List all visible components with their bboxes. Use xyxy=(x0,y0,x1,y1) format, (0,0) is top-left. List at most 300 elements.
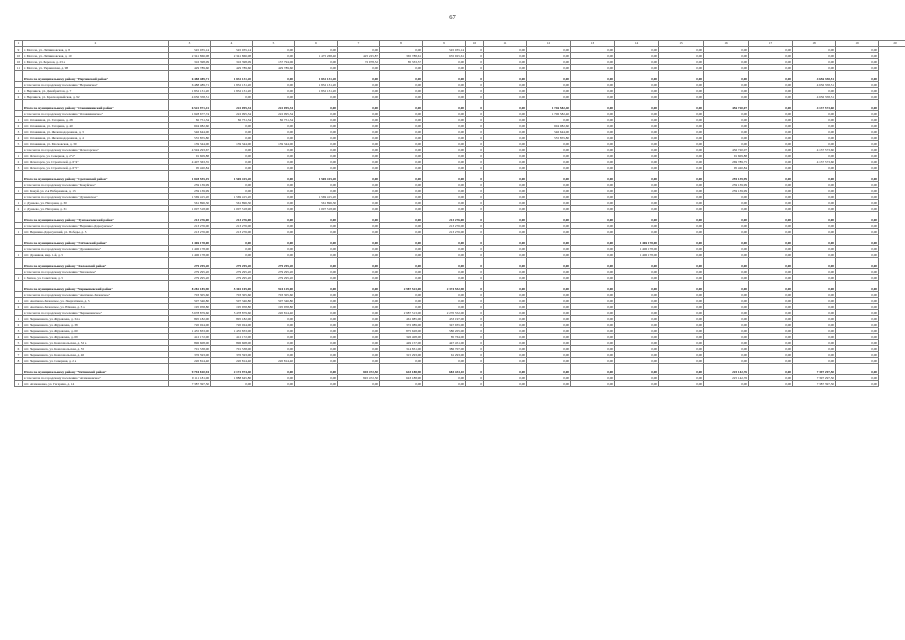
amount-cell: 0 xyxy=(466,135,484,141)
amount-cell: 0,00 xyxy=(338,123,380,129)
amount-cell: 0,00 xyxy=(571,165,615,171)
amount-cell: 0,00 xyxy=(749,346,793,352)
row-index: 1 xyxy=(15,316,23,322)
amount-cell: 0,00 xyxy=(295,129,338,135)
amount-cell: 703 305,60 xyxy=(253,292,295,298)
amount-cell: 0,00 xyxy=(527,381,571,387)
amount-cell: 0,00 xyxy=(527,358,571,364)
row-index: 3 xyxy=(15,328,23,334)
amount-cell: 72 978,52 xyxy=(338,59,380,65)
amount-cell: 0,00 xyxy=(295,364,338,375)
amount-cell: 0,00 xyxy=(704,258,749,269)
amount-cell: 0,00 xyxy=(749,153,793,159)
amount-cell: 0,00 xyxy=(615,334,659,340)
column-number-header: 11 xyxy=(484,41,527,47)
amount-cell: 561 896,30 xyxy=(295,200,338,206)
amount-cell: 0,00 xyxy=(253,94,295,100)
amount-cell: 0,00 xyxy=(836,159,879,165)
amount-cell: 643 188,90 xyxy=(380,364,423,375)
amount-cell: 703 305,60 xyxy=(169,292,211,298)
amount-cell: 0,00 xyxy=(338,141,380,147)
amount-cell: 0,00 xyxy=(380,123,423,129)
amount-cell: 0,00 xyxy=(380,47,423,53)
amount-cell: 0,00 xyxy=(793,334,836,340)
amount-cell: 0,00 xyxy=(295,269,338,275)
amount-cell: 0,00 xyxy=(295,159,338,165)
column-number-header: 4 xyxy=(211,41,253,47)
row-label: пгт. Чернышевск, ул. Журавлева, д. 34 а xyxy=(23,316,169,322)
amount-cell: 0,00 xyxy=(295,304,338,310)
amount-cell: 0 xyxy=(466,328,484,334)
amount-cell: 1 828 555,19 xyxy=(169,171,211,182)
amount-cell: 4 656 358,51 xyxy=(169,94,211,100)
amount-cell: 0,00 xyxy=(484,182,527,188)
amount-cell: 0,00 xyxy=(484,53,527,59)
amount-cell: 0,00 xyxy=(836,188,879,194)
amount-cell: 0,00 xyxy=(484,159,527,165)
amount-cell: 1 832 131,20 xyxy=(211,71,253,82)
budget-table-container xyxy=(14,40,897,387)
amount-cell: 0,00 xyxy=(749,292,793,298)
amount-cell: 0,00 xyxy=(253,375,295,381)
amount-cell: 0,00 xyxy=(484,141,527,147)
amount-cell: 0,00 xyxy=(749,235,793,246)
amount-cell: 0,00 xyxy=(253,147,295,153)
amount-cell: 0,00 xyxy=(423,269,466,275)
amount-cell: 0,00 xyxy=(704,322,749,328)
amount-cell: 0,00 xyxy=(615,123,659,129)
amount-cell: 0 xyxy=(466,182,484,188)
amount-cell: 0,00 xyxy=(793,258,836,269)
amount-cell: 0,00 xyxy=(527,188,571,194)
amount-cell: 0,00 xyxy=(749,358,793,364)
row-label: пгт. Дровяная, мкр. 1-й, д. 5 xyxy=(23,252,169,258)
amount-cell: 279 295,20 xyxy=(253,275,295,281)
amount-cell: 0,00 xyxy=(571,59,615,65)
amount-cell: 0,00 xyxy=(484,298,527,304)
amount-cell: 0,00 xyxy=(484,358,527,364)
amount-cell: 0,00 xyxy=(338,316,380,322)
column-number-header: 8 xyxy=(380,41,423,47)
amount-cell: 279 295,20 xyxy=(253,258,295,269)
amount-cell: 0,00 xyxy=(571,88,615,94)
amount-cell: 7 387 397,50 xyxy=(169,381,211,387)
amount-cell: 0,00 xyxy=(704,206,749,212)
amount-cell: 0,00 xyxy=(659,59,704,65)
amount-cell: 0,00 xyxy=(423,182,466,188)
amount-cell: 326 408,00 xyxy=(380,334,423,340)
amount-cell: 896 608,00 xyxy=(169,340,211,346)
amount-cell: 0,00 xyxy=(749,381,793,387)
amount-cell: 0,00 xyxy=(659,316,704,322)
amount-cell: 0,00 xyxy=(749,322,793,328)
row-label: Итого по муниципальному району "Оловяннинский район" xyxy=(23,100,169,111)
amount-cell: 0,00 xyxy=(380,147,423,153)
row-label: г. Могоча, ул. Березов, д. 23 а xyxy=(23,59,169,65)
amount-cell: 5 302 105,00 xyxy=(211,281,253,292)
amount-cell: 0,00 xyxy=(615,165,659,171)
amount-cell: 0,00 xyxy=(615,147,659,153)
amount-cell: 0,00 xyxy=(749,340,793,346)
amount-cell: 0,00 xyxy=(836,364,879,375)
amount-cell: 0,00 xyxy=(836,94,879,100)
amount-cell: 0,00 xyxy=(380,246,423,252)
amount-cell: 4 594 293,67 xyxy=(169,147,211,153)
column-number-header: 7 xyxy=(338,41,380,47)
amount-cell: 0,00 xyxy=(571,352,615,358)
amount-cell: 0,00 xyxy=(615,328,659,334)
amount-cell: 0,00 xyxy=(423,304,466,310)
amount-cell: 95 420,84 xyxy=(169,165,211,171)
row-index: 11 xyxy=(15,65,23,71)
amount-cell: 0,00 xyxy=(253,328,295,334)
amount-cell: 0,00 xyxy=(527,171,571,182)
amount-cell: 0,00 xyxy=(749,65,793,71)
amount-cell: 0 xyxy=(466,229,484,235)
amount-cell: 0,00 xyxy=(484,252,527,258)
amount-cell: 0,00 xyxy=(615,206,659,212)
amount-cell: 0,00 xyxy=(749,117,793,123)
amount-cell: 0,00 xyxy=(836,229,879,235)
amount-cell: 0,00 xyxy=(571,310,615,316)
amount-cell: 0,00 xyxy=(659,364,704,375)
amount-cell: 2 341 866,08 xyxy=(169,53,211,59)
row-index: 1 xyxy=(15,381,23,387)
amount-cell: 0,00 xyxy=(749,82,793,88)
amount-cell: 0,00 xyxy=(484,235,527,246)
amount-cell: 225 142,76 xyxy=(704,364,749,375)
amount-cell: 0,00 xyxy=(484,200,527,206)
amount-cell: 0,00 xyxy=(793,328,836,334)
amount-cell: 222 095,34 xyxy=(253,100,295,111)
amount-cell: 0,00 xyxy=(836,310,879,316)
amount-cell: 0,00 xyxy=(836,200,879,206)
column-number-header: 9 xyxy=(423,41,466,47)
amount-cell: 0,00 xyxy=(380,71,423,82)
amount-cell: 0,00 xyxy=(749,94,793,100)
amount-cell: 0,00 xyxy=(836,304,879,310)
amount-cell: 0,00 xyxy=(484,88,527,94)
amount-cell: 0,00 xyxy=(615,310,659,316)
amount-cell: 4 407 363,35 xyxy=(169,159,211,165)
amount-cell: 429 789,60 xyxy=(169,65,211,71)
amount-cell: 0,00 xyxy=(380,159,423,165)
amount-cell: 1 406 178,00 xyxy=(169,235,211,246)
amount-cell: 0,00 xyxy=(295,223,338,229)
amount-cell: 0,00 xyxy=(749,71,793,82)
amount-cell: 0,00 xyxy=(615,65,659,71)
row-label: пгт. Чернышевск, ул. Журавлева, д. 60 xyxy=(23,328,169,334)
amount-cell: 1 007 518,90 xyxy=(169,206,211,212)
amount-cell: 0,00 xyxy=(253,246,295,252)
amount-cell: 0 xyxy=(466,123,484,129)
amount-cell: 0 xyxy=(466,322,484,328)
amount-cell: 0,00 xyxy=(253,212,295,223)
amount-cell: 0,00 xyxy=(253,229,295,235)
amount-cell: 0 xyxy=(466,246,484,252)
amount-cell: 0,00 xyxy=(749,375,793,381)
amount-cell: 0,00 xyxy=(295,212,338,223)
amount-cell: 314 831,00 xyxy=(380,346,423,352)
row-label: в том числе по городскому поселению "Дунаевское" xyxy=(23,194,169,200)
amount-cell: 0,00 xyxy=(659,200,704,206)
column-number-header: 18 xyxy=(793,41,836,47)
amount-cell: 0,00 xyxy=(380,358,423,364)
amount-cell: 0,00 xyxy=(211,252,253,258)
amount-cell: 604 082,60 xyxy=(527,123,571,129)
amount-cell: 0,00 xyxy=(295,375,338,381)
amount-cell: 461 985,00 xyxy=(380,316,423,322)
amount-cell: 429 789,60 xyxy=(253,65,295,71)
amount-cell: 6 488 489,71 xyxy=(169,82,211,88)
row-label: пгт. Оловянная, ул. Московская, д. 30 xyxy=(23,141,169,147)
amount-cell: 0,00 xyxy=(615,94,659,100)
column-number-header: 2 xyxy=(23,41,169,47)
amount-cell: 259 139,99 xyxy=(169,188,211,194)
amount-cell: 0,00 xyxy=(704,304,749,310)
amount-cell: 1 832 131,20 xyxy=(211,82,253,88)
row-label: пгт. Чернышевск, ул. Журавлева, д. 38 xyxy=(23,322,169,328)
amount-cell: 1 832 131,20 xyxy=(295,88,338,94)
amount-cell: 0,00 xyxy=(659,352,704,358)
amount-cell: 0,00 xyxy=(338,298,380,304)
amount-cell: 0,00 xyxy=(211,94,253,100)
column-number-header: 5 xyxy=(253,41,295,47)
amount-cell: 0,00 xyxy=(253,188,295,194)
amount-cell: 0,00 xyxy=(836,65,879,71)
amount-cell: 0,00 xyxy=(423,358,466,364)
amount-cell: 347 935,00 xyxy=(423,322,466,328)
amount-cell: 0,00 xyxy=(836,100,879,111)
amount-cell: 0,00 xyxy=(380,212,423,223)
amount-cell: 0,00 xyxy=(836,117,879,123)
amount-cell: 0,00 xyxy=(527,304,571,310)
amount-cell: 0,00 xyxy=(793,298,836,304)
amount-cell: 845 472,50 xyxy=(338,375,380,381)
amount-cell: 0,00 xyxy=(338,212,380,223)
amount-cell: 0,00 xyxy=(484,194,527,200)
amount-cell: 0,00 xyxy=(659,229,704,235)
amount-cell: 0,00 xyxy=(793,223,836,229)
amount-cell: 9 794 810,94 xyxy=(169,364,211,375)
amount-cell: 0,00 xyxy=(793,275,836,281)
amount-cell: 279 295,20 xyxy=(211,269,253,275)
amount-cell: 0,00 xyxy=(571,159,615,165)
amount-cell: 0 xyxy=(466,111,484,117)
amount-cell: 0,00 xyxy=(615,88,659,94)
amount-cell: 0 xyxy=(466,47,484,53)
amount-cell: 0 xyxy=(466,212,484,223)
amount-cell: 0,00 xyxy=(571,117,615,123)
amount-cell: 0,00 xyxy=(484,71,527,82)
row-label: в том числе по городскому поселению "Вершино-Дарасунское" xyxy=(23,223,169,229)
amount-cell: 0,00 xyxy=(749,200,793,206)
row-index: 2 xyxy=(15,206,23,212)
amount-cell: 0,00 xyxy=(338,47,380,53)
amount-cell: 0,00 xyxy=(704,235,749,246)
amount-cell: 0,00 xyxy=(253,252,295,258)
amount-cell: 0,00 xyxy=(571,123,615,129)
amount-cell: 0,00 xyxy=(338,194,380,200)
amount-cell: 0,00 xyxy=(659,123,704,129)
amount-cell: 0,00 xyxy=(527,200,571,206)
table-body xyxy=(15,41,905,387)
amount-cell: 0,00 xyxy=(749,269,793,275)
row-label: в том числе по городскому поселению "Хилокское" xyxy=(23,269,169,275)
amount-cell: 316 398,09 xyxy=(169,59,211,65)
amount-cell: 0,00 xyxy=(793,88,836,94)
amount-cell: 0,00 xyxy=(380,182,423,188)
amount-cell: 0,00 xyxy=(423,71,466,82)
row-index: 2 xyxy=(15,322,23,328)
amount-cell: 0,00 xyxy=(338,322,380,328)
amount-cell: 0,00 xyxy=(793,111,836,117)
amount-cell: 0,00 xyxy=(571,153,615,159)
amount-cell: 91 609,88 xyxy=(169,153,211,159)
amount-cell: 0,00 xyxy=(793,153,836,159)
amount-cell: 0,00 xyxy=(704,316,749,322)
amount-cell: 0,00 xyxy=(615,171,659,182)
amount-cell: 0 xyxy=(466,194,484,200)
amount-cell: 0,00 xyxy=(704,252,749,258)
amount-cell: 0,00 xyxy=(659,100,704,111)
amount-cell: 0,00 xyxy=(615,188,659,194)
amount-cell: 0 xyxy=(466,100,484,111)
amount-cell: 0 xyxy=(466,346,484,352)
amount-cell: 0,00 xyxy=(704,310,749,316)
amount-cell: 0,00 xyxy=(338,223,380,229)
amount-cell: 0,00 xyxy=(704,246,749,252)
amount-cell: 259 139,99 xyxy=(704,182,749,188)
amount-cell: 2 987 513,00 xyxy=(380,310,423,316)
amount-cell: 0,00 xyxy=(836,182,879,188)
amount-cell: 555 855,80 xyxy=(169,135,211,141)
amount-cell: 0,00 xyxy=(484,129,527,135)
amount-cell: 0,00 xyxy=(836,258,879,269)
amount-cell: 4 137 573,60 xyxy=(793,159,836,165)
amount-cell: 0,00 xyxy=(253,165,295,171)
column-number-header: 12 xyxy=(527,41,571,47)
amount-cell: 279 295,20 xyxy=(211,275,253,281)
amount-cell: 0,00 xyxy=(338,94,380,100)
amount-cell: 0,00 xyxy=(423,171,466,182)
row-index: 5 xyxy=(15,141,23,147)
amount-cell: 0,00 xyxy=(295,182,338,188)
amount-cell: 0,00 xyxy=(380,229,423,235)
amount-cell: 0,00 xyxy=(793,358,836,364)
amount-cell: 0,00 xyxy=(793,269,836,275)
amount-cell: 0,00 xyxy=(836,246,879,252)
amount-cell: 0,00 xyxy=(793,188,836,194)
amount-cell: 0,00 xyxy=(836,111,879,117)
amount-cell: 0,00 xyxy=(253,322,295,328)
amount-cell: 82 751,34 xyxy=(169,117,211,123)
amount-cell: 0 xyxy=(466,258,484,269)
district-total-row xyxy=(15,212,905,223)
amount-cell: 0,00 xyxy=(527,159,571,165)
row-index: 1 xyxy=(15,200,23,206)
amount-cell: 0,00 xyxy=(793,47,836,53)
amount-cell: 0,00 xyxy=(749,334,793,340)
row-label: г. Могоча, ул. Литвиновская, д. 8 xyxy=(23,47,169,53)
row-index: 7 xyxy=(15,352,23,358)
amount-cell: 220 814,40 xyxy=(253,310,295,316)
amount-cell: 0,00 xyxy=(571,328,615,334)
row-index xyxy=(15,281,23,292)
amount-cell: 0,00 xyxy=(211,165,253,171)
row-label: пгт. Чернышевск, ул. Комсомольская, д. 52 а xyxy=(23,340,169,346)
row-index: 1 xyxy=(15,117,23,123)
amount-cell: 1 706 582,40 xyxy=(527,111,571,117)
amount-cell: 1 888 645,80 xyxy=(211,375,253,381)
amount-cell: 0,00 xyxy=(380,100,423,111)
amount-cell: 0,00 xyxy=(749,352,793,358)
amount-cell: 0,00 xyxy=(211,135,253,141)
amount-cell: 4 137 573,60 xyxy=(793,147,836,153)
district-total-row xyxy=(15,258,905,269)
amount-cell: 0,00 xyxy=(527,53,571,59)
amount-cell: 0,00 xyxy=(338,246,380,252)
amount-cell: 0,00 xyxy=(571,358,615,364)
row-index xyxy=(15,212,23,223)
amount-cell: 0,00 xyxy=(793,322,836,328)
amount-cell: 0,00 xyxy=(659,53,704,59)
amount-cell: 0,00 xyxy=(295,153,338,159)
amount-cell: 0,00 xyxy=(836,328,879,334)
amount-cell: 0,00 xyxy=(527,59,571,65)
amount-cell: 0,00 xyxy=(704,200,749,206)
amount-cell: 0,00 xyxy=(793,135,836,141)
amount-cell: 0,00 xyxy=(704,328,749,334)
amount-cell: 0,00 xyxy=(793,59,836,65)
amount-cell: 0,00 xyxy=(571,334,615,340)
amount-cell: 0 xyxy=(466,171,484,182)
amount-cell: 0,00 xyxy=(295,252,338,258)
row-label: с. Дунаево, ул. Нагорная, д. 31 xyxy=(23,206,169,212)
amount-cell: 4 656 358,51 xyxy=(793,82,836,88)
amount-cell: 0,00 xyxy=(836,375,879,381)
amount-cell: 0 xyxy=(466,310,484,316)
amount-cell: 0,00 xyxy=(527,364,571,375)
row-index: 10 xyxy=(15,59,23,65)
amount-cell: 0,00 xyxy=(295,346,338,352)
amount-cell: 0,00 xyxy=(484,375,527,381)
amount-cell: 0,00 xyxy=(484,269,527,275)
amount-cell: 0 xyxy=(466,269,484,275)
amount-cell: 0,00 xyxy=(749,275,793,281)
amount-cell: 0,00 xyxy=(836,59,879,65)
row-index: 10 xyxy=(15,53,23,59)
column-number-header: 14 xyxy=(615,41,659,47)
amount-cell: 0,00 xyxy=(659,153,704,159)
amount-cell: 0,00 xyxy=(571,171,615,182)
amount-cell: 720 024,00 xyxy=(169,322,211,328)
amount-cell: 0,00 xyxy=(704,123,749,129)
row-label: пгт. Оловянная, ул. Железнодорожная, д. 3 xyxy=(23,129,169,135)
amount-cell: 0,00 xyxy=(704,117,749,123)
amount-cell: 0,00 xyxy=(527,88,571,94)
amount-cell: 0,00 xyxy=(484,334,527,340)
amount-cell: 0,00 xyxy=(836,171,879,182)
amount-cell: 0,00 xyxy=(749,206,793,212)
amount-cell: 269 789,75 xyxy=(704,159,749,165)
amount-cell: 137 794,06 xyxy=(253,59,295,65)
amount-cell: 0,00 xyxy=(704,53,749,59)
amount-cell: 1 569 415,20 xyxy=(169,194,211,200)
amount-cell: 0,00 xyxy=(836,88,879,94)
amount-cell: 0,00 xyxy=(571,147,615,153)
amount-cell: 0,00 xyxy=(571,82,615,88)
